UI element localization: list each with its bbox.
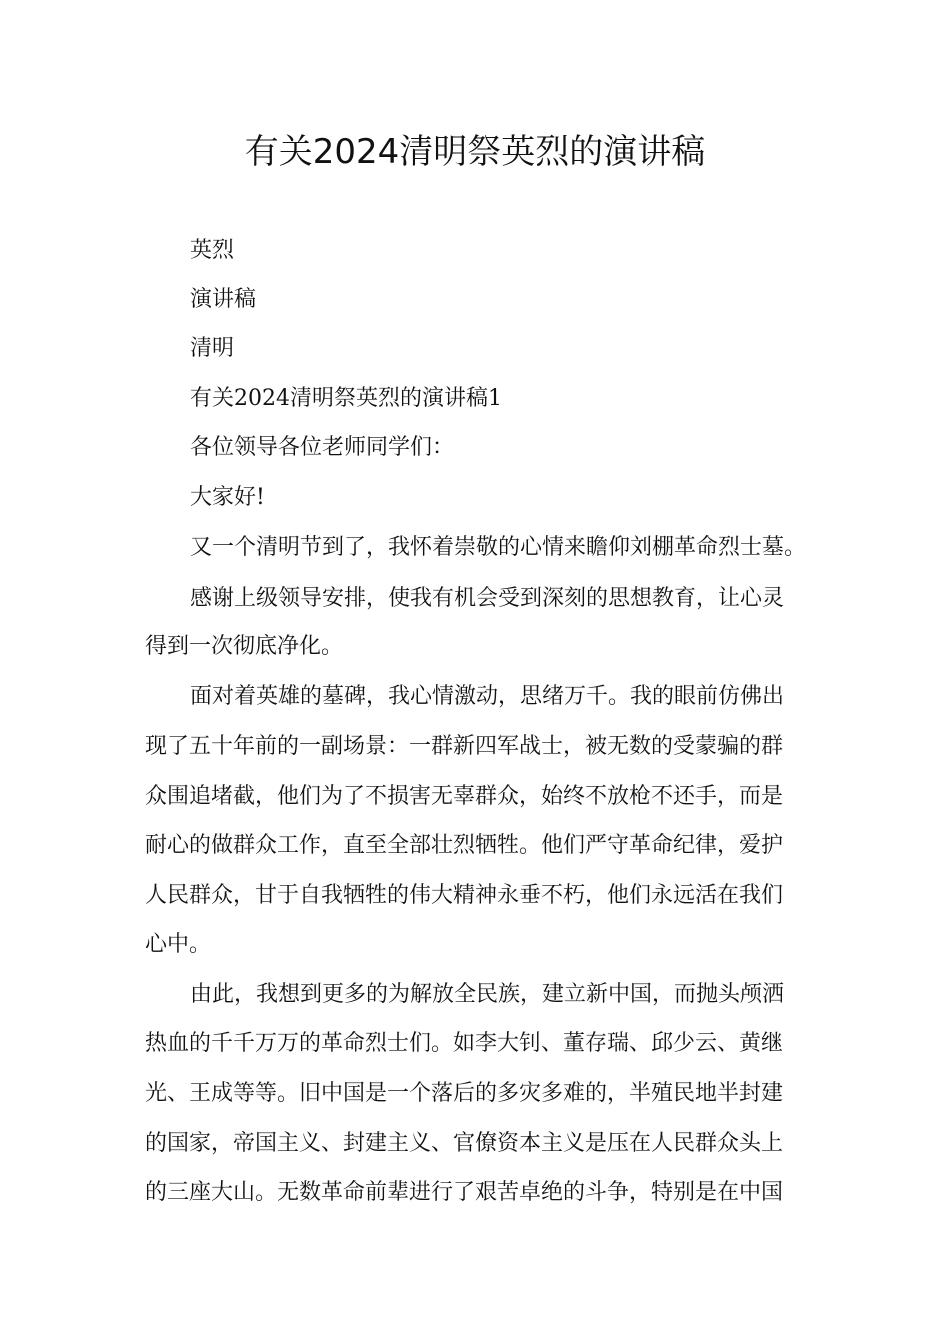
paragraph-line: 感谢上级领导安排，使我有机会受到深刻的思想教育，让心灵 <box>190 586 785 611</box>
keyword-1: 英烈 <box>190 238 235 263</box>
paragraph-line: 由此，我想到更多的为解放全民族，建立新中国，而抛头颅洒 <box>190 982 785 1007</box>
paragraph-line: 人民群众，甘于自我牺牲的伟大精神永垂不朽，他们永远活在我们 <box>145 883 784 908</box>
greeting: 大家好! <box>190 485 265 510</box>
paragraph-line: 光、王成等等。旧中国是一个落后的多灾多难的，半殖民地半封建 <box>145 1081 784 1106</box>
paragraph-line: 心中。 <box>145 932 212 957</box>
paragraph-line: 的三座大山。无数革命前辈进行了艰苦卓绝的斗争，特别是在中国 <box>145 1180 784 1205</box>
paragraph-line: 众围追堵截，他们为了不损害无辜群众，始终不放枪不还手，而是 <box>145 784 784 809</box>
document-title: 有关2024清明祭英烈的演讲稿 <box>244 132 706 172</box>
keyword-3: 清明 <box>190 336 235 361</box>
paragraph-line: 热血的千千万万的革命烈士们。如李大钊、董存瑞、邱少云、黄继 <box>145 1031 784 1056</box>
paragraph-line: 面对着英雄的墓碑，我心情激动，思绪万千。我的眼前仿佛出 <box>190 684 785 709</box>
salutation: 各位领导各位老师同学们： <box>190 435 455 460</box>
paragraph-line: 的国家，帝国主义、封建主义、官僚资本主义是压在人民群众头上 <box>145 1131 784 1156</box>
paragraph-line: 得到一次彻底净化。 <box>145 634 344 659</box>
paragraph-line: 现了五十年前的一副场景：一群新四军战士，被无数的受蒙骗的群 <box>145 734 784 759</box>
paragraph-line: 又一个清明节到了，我怀着崇敬的心情来瞻仰刘棚革命烈士墓。 <box>190 535 807 560</box>
keyword-2: 演讲稿 <box>190 287 257 312</box>
paragraph-line: 耐心的做群众工作，直至全部壮烈牺牲。他们严守革命纪律，爱护 <box>145 833 784 858</box>
section-heading: 有关2024清明祭英烈的演讲稿1 <box>190 386 502 411</box>
